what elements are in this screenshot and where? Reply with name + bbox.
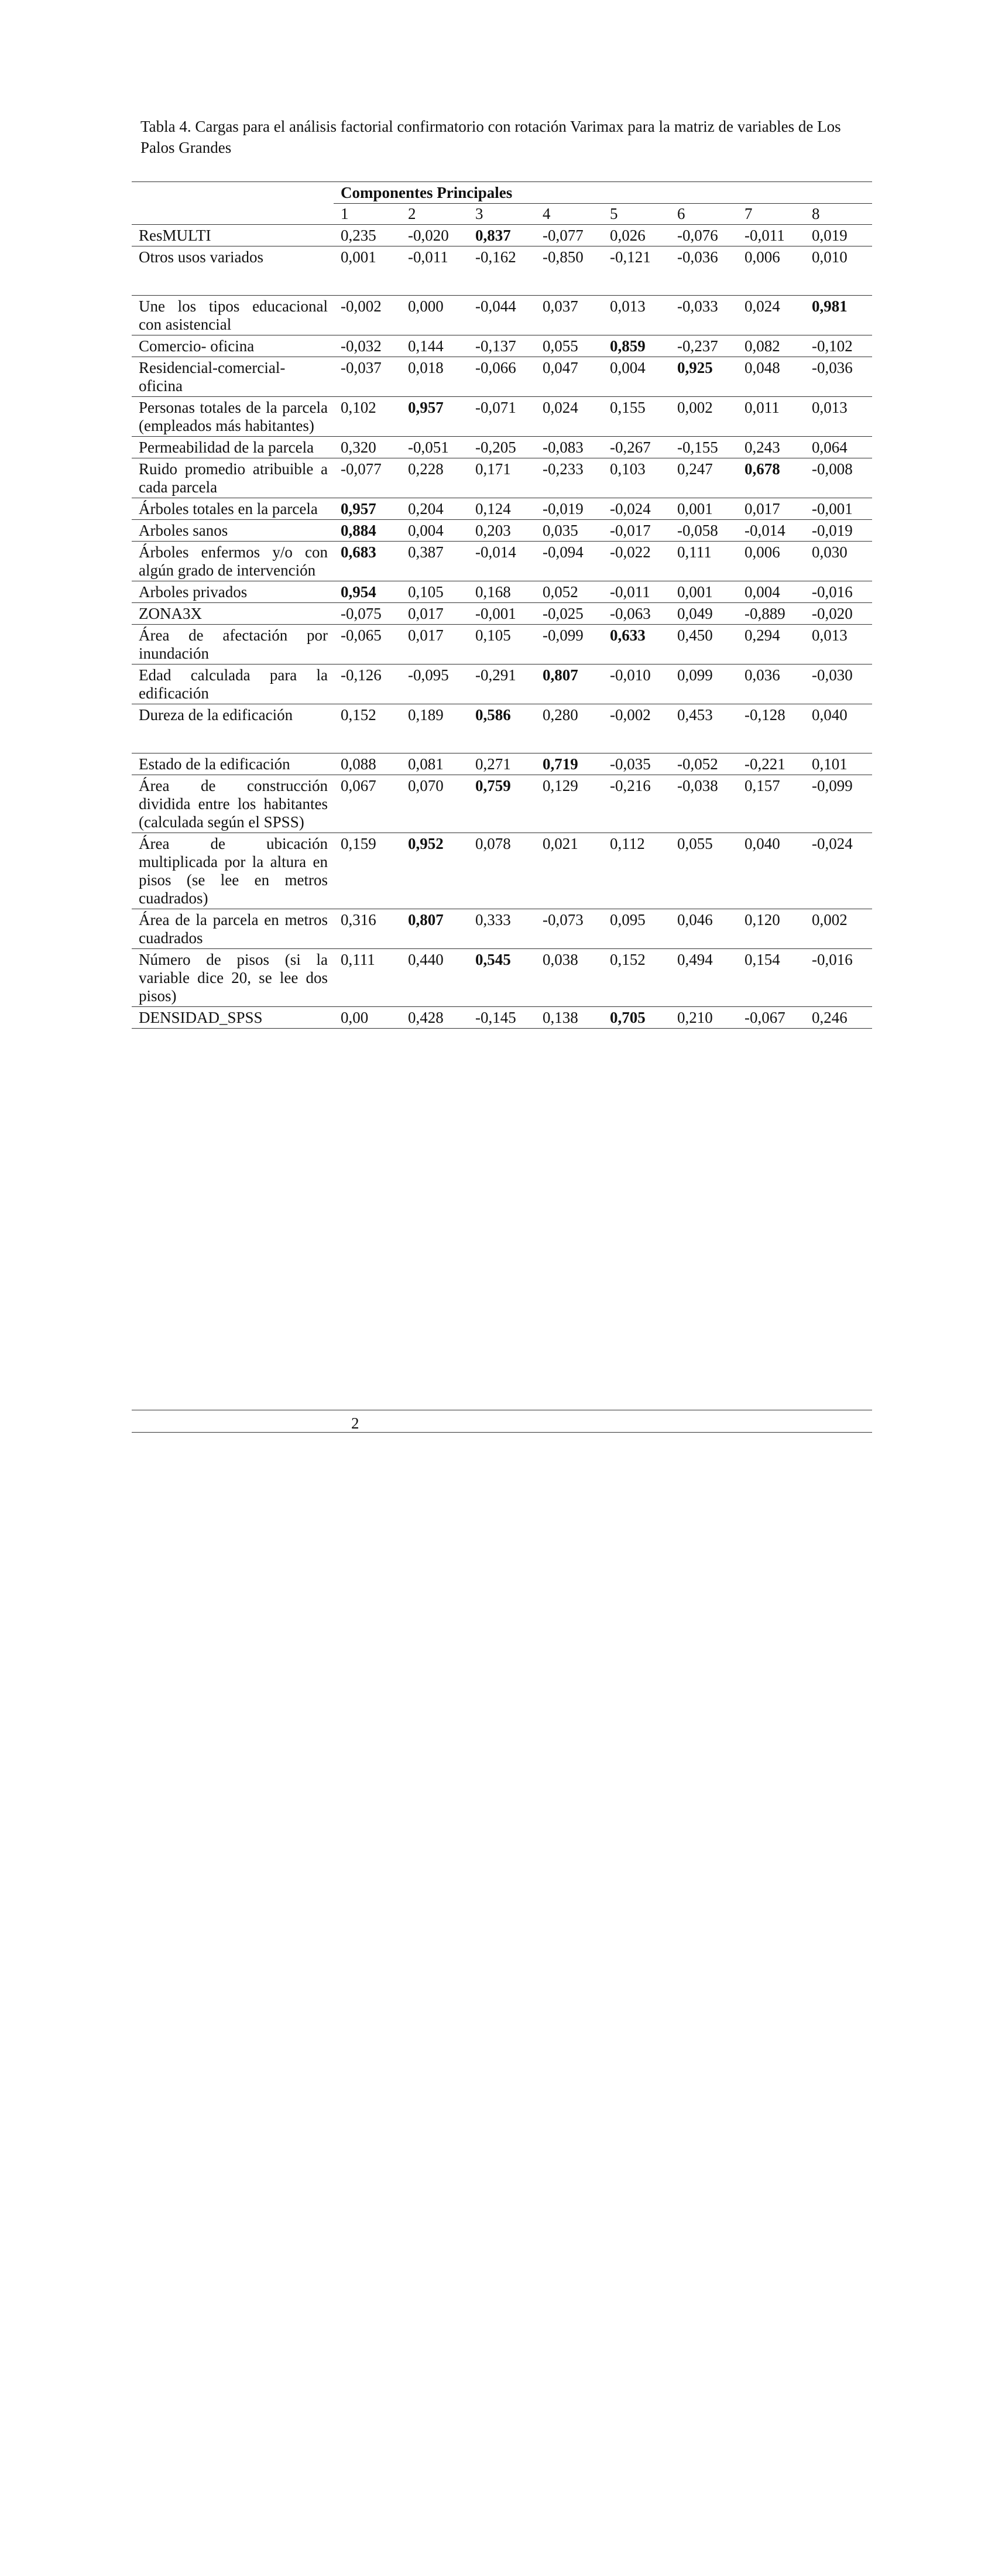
loading-cell: 0,112 [603, 833, 670, 909]
loading-cell: 0,171 [468, 458, 536, 498]
loading-cell: 0,082 [737, 335, 805, 357]
loading-cell: -0,038 [670, 775, 737, 833]
loading-cell: -0,073 [536, 909, 603, 949]
loading-cell: -0,267 [603, 437, 670, 458]
loading-cell: -0,063 [603, 603, 670, 625]
loading-cell: 0,210 [670, 1007, 737, 1029]
table-row [132, 949, 872, 1007]
loading-cell: 0,001 [670, 498, 737, 520]
column-number-5: 5 [610, 205, 618, 222]
loading-cell: 0,036 [737, 664, 805, 704]
loading-cell: 0,925 [670, 357, 737, 397]
row-label: Permeabilidad de la parcela [132, 437, 334, 458]
loading-cell: -0,128 [737, 704, 805, 726]
loading-cell: 0,040 [805, 704, 872, 726]
loading-cell: 0,046 [670, 909, 737, 949]
loading-cell: 0,235 [334, 225, 401, 246]
loading-cell: -0,019 [805, 520, 872, 542]
loading-cell: 0,002 [670, 397, 737, 437]
row-label: Área de ubicación multiplicada por la altura en pisos (se lee en metros cuadrados) [132, 833, 334, 909]
loading-cell: -0,014 [468, 542, 536, 581]
loading-cell: -0,001 [468, 603, 536, 625]
loading-cell: 0,155 [603, 397, 670, 437]
loading-cell: -0,002 [334, 296, 401, 335]
loading-cell: -0,058 [670, 520, 737, 542]
loading-cell: 0,010 [805, 246, 872, 268]
loading-cell: 0,243 [737, 437, 805, 458]
loading-cell: 0,545 [468, 949, 536, 1007]
loading-cell: 0,586 [468, 704, 536, 726]
loading-cell: -0,037 [334, 357, 401, 397]
loading-cell: -0,020 [401, 225, 468, 246]
loading-cell: 0,099 [670, 664, 737, 704]
loading-cell: -0,017 [603, 520, 670, 542]
loading-cell: 0,247 [670, 458, 737, 498]
loading-cell: -0,002 [603, 704, 670, 726]
row-label: Comercio- oficina [132, 335, 334, 357]
loading-cell: 0,159 [334, 833, 401, 909]
loading-cell: 0,111 [670, 542, 737, 581]
loading-cell: 0,152 [603, 949, 670, 1007]
table-row [132, 397, 872, 437]
loading-cell: -0,066 [468, 357, 536, 397]
loading-cell: 0,103 [603, 458, 670, 498]
loading-cell: 0,138 [536, 1007, 603, 1029]
loading-cell: -0,033 [670, 296, 737, 335]
loading-cell: -0,067 [737, 1007, 805, 1029]
loading-cell: 0,952 [401, 833, 468, 909]
loading-cell: -0,237 [670, 335, 737, 357]
loading-cell: -0,011 [737, 225, 805, 246]
loading-cell: 0,038 [536, 949, 603, 1007]
table-row [132, 246, 872, 268]
loading-cell: -0,099 [536, 625, 603, 664]
row-label: Otros usos variados [132, 246, 334, 268]
loading-cell: -0,083 [536, 437, 603, 458]
header-empty-cell [132, 182, 334, 204]
loading-cell: 0,019 [805, 225, 872, 246]
loading-cell: -0,216 [603, 775, 670, 833]
loading-cell: 0,017 [401, 603, 468, 625]
spacer-cell [132, 725, 872, 753]
loading-cell: -0,065 [334, 625, 401, 664]
loading-cell: -0,077 [334, 458, 401, 498]
loading-cell: 0,111 [334, 949, 401, 1007]
row-label: Ruido promedio atribuible a cada parcela [132, 458, 334, 498]
loading-cell: 0,204 [401, 498, 468, 520]
loading-cell: 0,189 [401, 704, 468, 726]
table-row [132, 909, 872, 949]
loading-cell: 0,055 [670, 833, 737, 909]
loading-cell: 0,013 [805, 625, 872, 664]
loading-cell: -0,205 [468, 437, 536, 458]
loading-cell: -0,024 [805, 833, 872, 909]
loading-cell: 0,120 [737, 909, 805, 949]
column-number-2: 2 [408, 205, 416, 222]
loading-cell: 0,316 [334, 909, 401, 949]
loading-cell: -0,019 [536, 498, 603, 520]
loading-cell: 0,144 [401, 335, 468, 357]
loading-cell: 0,129 [536, 775, 603, 833]
table-row [132, 542, 872, 581]
loading-cell: 0,320 [334, 437, 401, 458]
loading-cell: 0,440 [401, 949, 468, 1007]
loading-cell: 0,011 [737, 397, 805, 437]
column-number-6: 6 [677, 205, 685, 222]
loading-cell: -0,020 [805, 603, 872, 625]
loading-cell: -0,044 [468, 296, 536, 335]
loading-cell: -0,291 [468, 664, 536, 704]
table-row [132, 437, 872, 458]
row-label: Área de construcción dividida entre los habitantes (calculada según el SPSS) [132, 775, 334, 833]
loading-cell: 0,453 [670, 704, 737, 726]
loading-cell: 0,00 [334, 1007, 401, 1029]
loading-cell: 0,017 [401, 625, 468, 664]
loading-cell: 0,064 [805, 437, 872, 458]
loading-cell: -0,030 [805, 664, 872, 704]
loading-cell: 0,004 [401, 520, 468, 542]
loading-cell: -0,099 [805, 775, 872, 833]
table-row [132, 225, 872, 246]
loading-cell: 0,957 [401, 397, 468, 437]
loading-cell: -0,075 [334, 603, 401, 625]
loading-cell: -0,016 [805, 581, 872, 603]
loading-cell: 0,683 [334, 542, 401, 581]
row-label: ResMULTI [132, 225, 334, 246]
loading-cell: -0,011 [401, 246, 468, 268]
loading-cell: 0,006 [737, 542, 805, 581]
loading-cell: -0,014 [737, 520, 805, 542]
loading-cell: -0,155 [670, 437, 737, 458]
loading-cell: 0,294 [737, 625, 805, 664]
loading-cell: 0,049 [670, 603, 737, 625]
loading-cell: -0,052 [670, 753, 737, 775]
factor-loadings-table [132, 181, 872, 1029]
loading-cell: 0,957 [334, 498, 401, 520]
group-header: Componentes Principales [334, 182, 872, 204]
table-row [132, 704, 872, 726]
loading-cell: -0,051 [401, 437, 468, 458]
loading-cell: 0,246 [805, 1007, 872, 1029]
loading-cell: 0,154 [737, 949, 805, 1007]
loading-cell: 0,428 [401, 1007, 468, 1029]
loading-cell: 0,000 [401, 296, 468, 335]
spacer-row [132, 725, 872, 753]
column-number-4: 4 [543, 205, 551, 222]
loading-cell: 0,280 [536, 704, 603, 726]
loading-cell: 0,017 [737, 498, 805, 520]
table-row [132, 775, 872, 833]
loading-cell: 0,024 [737, 296, 805, 335]
loading-cell: -0,016 [805, 949, 872, 1007]
loading-cell: 0,030 [805, 542, 872, 581]
loading-cell: -0,008 [805, 458, 872, 498]
loading-cell: 0,052 [536, 581, 603, 603]
column-number-8: 8 [812, 205, 820, 222]
column-number-3: 3 [475, 205, 483, 222]
spacer-row [132, 268, 872, 296]
loading-cell: -0,126 [334, 664, 401, 704]
spacer-cell [132, 268, 872, 296]
loading-cell: -0,102 [805, 335, 872, 357]
loading-cell: 0,004 [603, 357, 670, 397]
loading-cell: -0,162 [468, 246, 536, 268]
loading-cell: 0,001 [670, 581, 737, 603]
row-label: Dureza de la edificación [132, 704, 334, 726]
row-label: Une los tipos educacional con asistencial [132, 296, 334, 335]
loading-cell: 0,070 [401, 775, 468, 833]
loading-cell: 0,002 [805, 909, 872, 949]
loading-cell: 0,037 [536, 296, 603, 335]
loading-cell: -0,036 [805, 357, 872, 397]
loading-cell: -0,071 [468, 397, 536, 437]
row-label: Arboles privados [132, 581, 334, 603]
loading-cell: 0,228 [401, 458, 468, 498]
loading-cell: 0,004 [737, 581, 805, 603]
row-label: DENSIDAD_SPSS [132, 1007, 334, 1029]
loading-cell: 0,705 [603, 1007, 670, 1029]
loading-cell: 0,271 [468, 753, 536, 775]
loading-cell: 0,102 [334, 397, 401, 437]
table-row [132, 498, 872, 520]
loading-cell: -0,032 [334, 335, 401, 357]
loading-cell: -0,121 [603, 246, 670, 268]
table-caption: Tabla 4. Cargas para el análisis factorial confirmatorio con rotación Varimax para la matriz de variables de Los Palos Grandes [140, 118, 841, 156]
table-row [132, 625, 872, 664]
loading-cell: 0,203 [468, 520, 536, 542]
loading-cell: 0,678 [737, 458, 805, 498]
column-number-empty [132, 204, 334, 225]
loading-cell: 0,024 [536, 397, 603, 437]
loading-cell: 0,018 [401, 357, 468, 397]
row-label: Estado de la edificación [132, 753, 334, 775]
loading-cell: 0,168 [468, 581, 536, 603]
loading-cell: 0,021 [536, 833, 603, 909]
loading-cell: -0,221 [737, 753, 805, 775]
row-label: Edad calculada para la edificación [132, 664, 334, 704]
loading-cell: 0,152 [334, 704, 401, 726]
loading-cell: 0,719 [536, 753, 603, 775]
loading-cell: -0,077 [536, 225, 603, 246]
table-row [132, 520, 872, 542]
loading-cell: -0,233 [536, 458, 603, 498]
loading-cell: 0,387 [401, 542, 468, 581]
loading-cell: 0,105 [401, 581, 468, 603]
loading-cell: 0,026 [603, 225, 670, 246]
table-row [132, 664, 872, 704]
loading-cell: 0,095 [603, 909, 670, 949]
loading-cell: 0,055 [536, 335, 603, 357]
loading-cell: -0,024 [603, 498, 670, 520]
row-label: Área de la parcela en metros cuadrados [132, 909, 334, 949]
footer-rule-bottom [132, 1432, 872, 1433]
loading-cell: 0,081 [401, 753, 468, 775]
loading-cell: 0,078 [468, 833, 536, 909]
loading-cell: -0,035 [603, 753, 670, 775]
loading-cell: -0,889 [737, 603, 805, 625]
row-label: Árboles totales en la parcela [132, 498, 334, 520]
loading-cell: 0,013 [603, 296, 670, 335]
table-row [132, 458, 872, 498]
loading-cell: 0,807 [401, 909, 468, 949]
loading-cell: 0,157 [737, 775, 805, 833]
loading-cell: 0,101 [805, 753, 872, 775]
table-row [132, 581, 872, 603]
row-label: ZONA3X [132, 603, 334, 625]
loading-cell: -0,011 [603, 581, 670, 603]
column-number-7: 7 [744, 205, 753, 222]
row-label: Residencial-comercial-oficina [132, 357, 334, 397]
loading-cell: -0,145 [468, 1007, 536, 1029]
loading-cell: 0,981 [805, 296, 872, 335]
loading-cell: -0,001 [805, 498, 872, 520]
loading-cell: -0,137 [468, 335, 536, 357]
loading-cell: -0,076 [670, 225, 737, 246]
loading-cell: 0,035 [536, 520, 603, 542]
table-row [132, 833, 872, 909]
loading-cell: 0,124 [468, 498, 536, 520]
loading-cell: 0,837 [468, 225, 536, 246]
column-number-row [132, 204, 872, 225]
row-label: Área de afectación por inundación [132, 625, 334, 664]
loading-cell: -0,022 [603, 542, 670, 581]
table-row [132, 1007, 872, 1029]
table-row [132, 603, 872, 625]
loading-cell: 0,807 [536, 664, 603, 704]
loading-cell: 0,333 [468, 909, 536, 949]
loading-cell: -0,850 [536, 246, 603, 268]
table-row [132, 753, 872, 775]
table-row [132, 335, 872, 357]
loading-cell: 0,884 [334, 520, 401, 542]
row-label: Arboles sanos [132, 520, 334, 542]
loading-cell: 0,088 [334, 753, 401, 775]
loading-cell: -0,036 [670, 246, 737, 268]
loading-cell: -0,094 [536, 542, 603, 581]
loading-cell: 0,048 [737, 357, 805, 397]
loading-cell: 0,006 [737, 246, 805, 268]
row-label: Número de pisos (si la variable dice 20, se lee dos pisos) [132, 949, 334, 1007]
page-number: 2 [351, 1414, 359, 1432]
loading-cell: 0,001 [334, 246, 401, 268]
column-number-1: 1 [341, 205, 349, 222]
table-row [132, 296, 872, 335]
loading-cell: 0,759 [468, 775, 536, 833]
row-label: Personas totales de la parcela (empleados más habitantes) [132, 397, 334, 437]
loading-cell: 0,105 [468, 625, 536, 664]
table-row [132, 357, 872, 397]
loading-cell: 0,954 [334, 581, 401, 603]
loading-cell: 0,494 [670, 949, 737, 1007]
loading-cell: 0,067 [334, 775, 401, 833]
loading-cell: -0,025 [536, 603, 603, 625]
loading-cell: 0,450 [670, 625, 737, 664]
loading-cell: 0,040 [737, 833, 805, 909]
loading-cell: -0,095 [401, 664, 468, 704]
loading-cell: -0,010 [603, 664, 670, 704]
loading-cell: 0,013 [805, 397, 872, 437]
loading-cell: 0,859 [603, 335, 670, 357]
loading-cell: 0,633 [603, 625, 670, 664]
loading-cell: 0,047 [536, 357, 603, 397]
row-label: Árboles enfermos y/o con algún grado de intervención [132, 542, 334, 581]
